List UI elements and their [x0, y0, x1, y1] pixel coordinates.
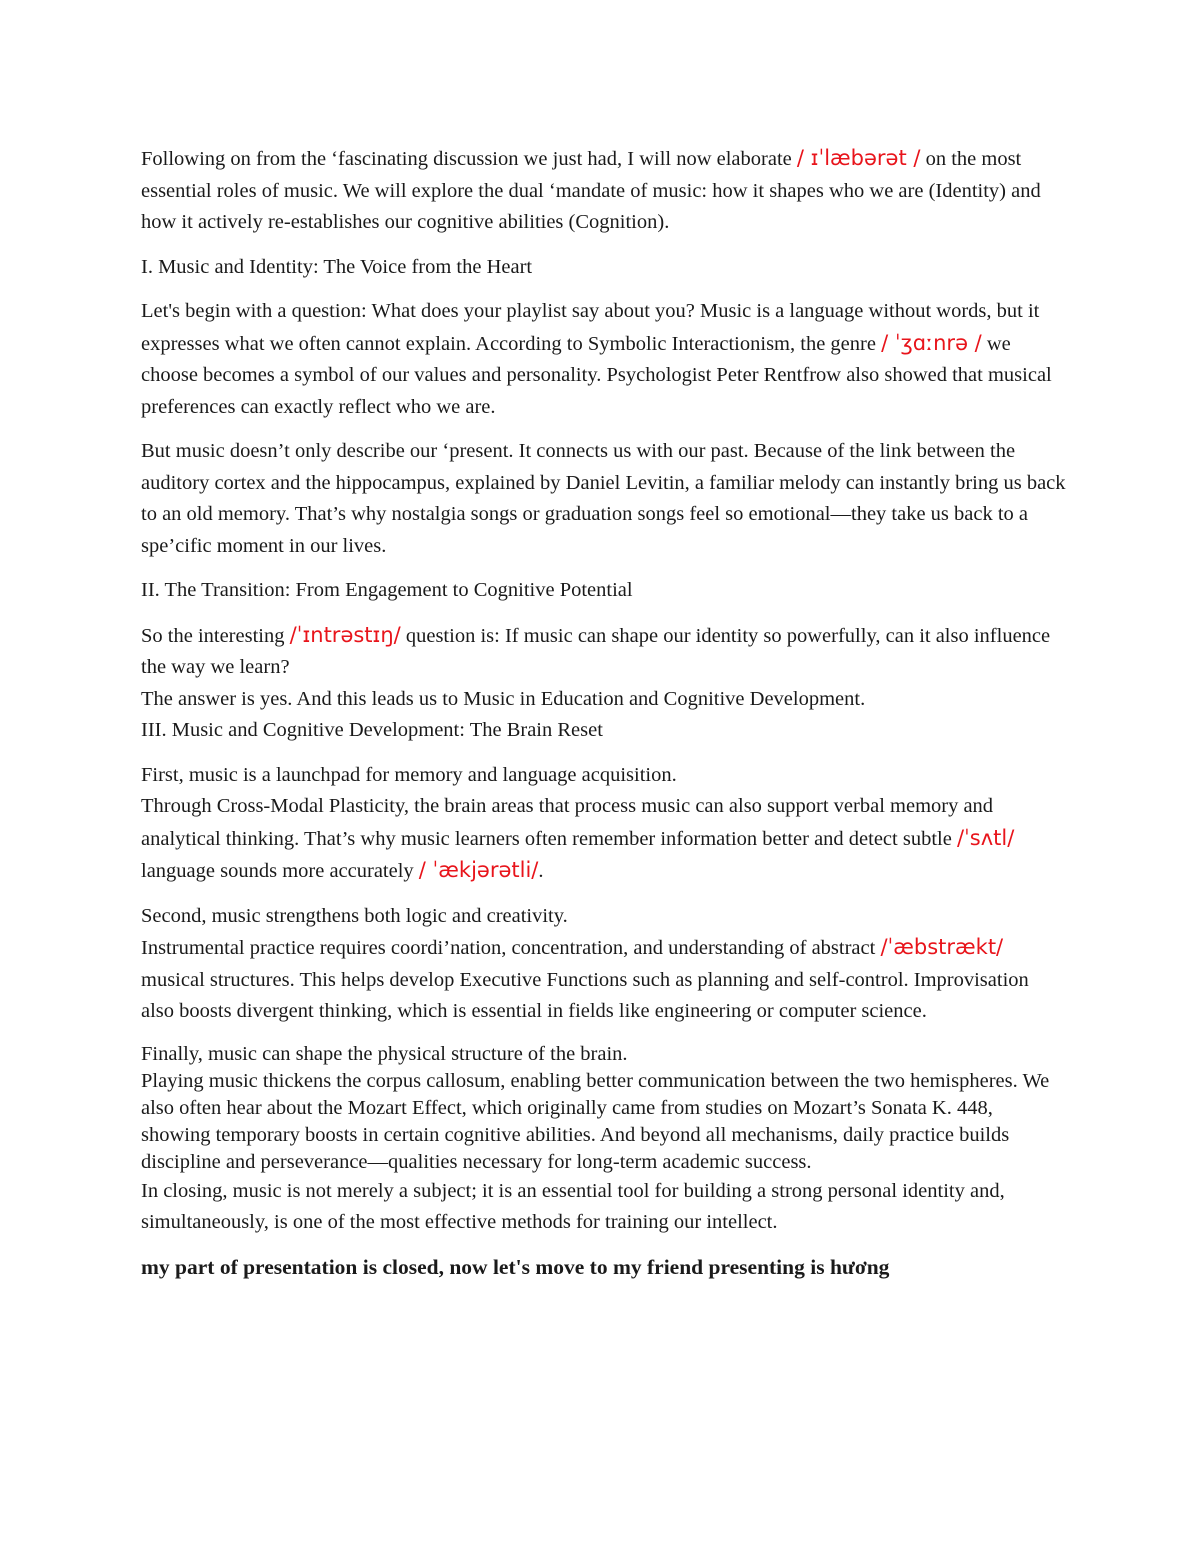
conclusion-paragraph: In closing, music is not merely a subject; it is an essential tool for building a strong personal identity and, simultaneously, is one of the most effective methods for training our intellect. [141, 1179, 1005, 1233]
heading-transition: II. The Transition: From Engagement to Cognitive Potential [141, 579, 633, 601]
text-run: Through Cross-Modal Plasticity, the brain areas that process music can also support verbal memory and analytical thinking. That’s why music learners often remember information better and detect subtle [141, 795, 994, 850]
first-point: First, music is a launchpad for memory and language acquisition. [141, 763, 677, 786]
text-run: language sounds more accurately [141, 860, 414, 882]
text-run: Instrumental practice requires coordi’nation, concentration, and understanding of abstract [141, 937, 876, 959]
text-run: on the most essential roles of music. We will explore the dual ‘mandate of music: how it shapes who we are (Identity) and how it actively re-establishes our cognitive abilities (Cognition). [141, 148, 1041, 233]
ipa-abstract: /ˈæbstrækt/ [880, 935, 1004, 959]
second-point: Second, music strengthens both logic and creativity. [141, 904, 568, 927]
answer-paragraph: The answer is yes. And this leads us to Music in Education and Cognitive Development. [141, 687, 866, 710]
text-run: musical structures. This helps develop Executive Functions such as planning and self-control. Improvisation also boosts divergent thinking, which is essential in fields like engineering or computer science. [141, 968, 1029, 1022]
ipa-subtle: /ˈsʌtl/ [956, 825, 1015, 850]
identity-paragraph [141, 296, 1066, 423]
ipa-genre: / ˈʒɑːnrə / [881, 330, 982, 355]
text-run: question is: If music can shape our identity so powerfully, can it also influence the way we learn? [141, 624, 1051, 678]
ipa-interesting: /ˈɪntrəstɪŋ/ [289, 622, 401, 647]
executive-paragraph [141, 932, 1066, 1028]
memory-paragraph: But music doesn’t only describe our ‘present. It connects us with our past. Because of the link between the auditory cortex and the hippocampus, explained by Daniel Levitin, a familiar melody can instantly bring us back to an old memory. That’s why nostalgia songs or graduation songs feel so emotional—they take us back to a spe’cific moment in our lives. [141, 440, 1066, 557]
ipa-accurately: / ˈækjərətli/ [418, 858, 539, 882]
text-run: we choose becomes a symbol of our values and personality. Psychologist Peter Rentfrow also showed that musical preferences can exactly reflect who we are. [141, 332, 1052, 418]
transition-paragraph [141, 620, 1066, 684]
text-run: Let's begin with a question: What does your playlist say about you? Music is a language without words, but it expresses what we often cannot explain. According to Symbolic Interactionism, the genre [141, 300, 1040, 355]
text-run: Following on from the ‘fascinating discussion we just had, I will now elaborate [141, 148, 792, 170]
brain-structure-paragraph: Playing music thickens the corpus callosum, enabling better communication between the two hemispheres. We also often hear about the Mozart Effect, which originally came from studies on Mozart’s Sonata K. 448, showing temporary boosts in certain cognitive abilities. And beyond all mechanisms, daily practice builds discipline and perseverance—qualities necessary for long-term academic success. [141, 1069, 1050, 1173]
text-run: . [538, 860, 544, 882]
third-point: Finally, music can shape the physical structure of the brain. [141, 1042, 628, 1065]
text-run: So the interesting [141, 624, 285, 647]
intro-paragraph [141, 143, 1066, 239]
closing-line: my part of presentation is closed, now let's move to my friend presenting is hương [141, 1254, 890, 1279]
document-body [141, 143, 1066, 1283]
heading-identity: I. Music and Identity: The Voice from the Heart [141, 255, 533, 278]
ipa-elaborate: / ɪˈlæbərət / [796, 146, 921, 170]
plasticity-paragraph [141, 791, 1066, 888]
heading-cognitive: III. Music and Cognitive Development: The Brain Reset [141, 719, 603, 741]
